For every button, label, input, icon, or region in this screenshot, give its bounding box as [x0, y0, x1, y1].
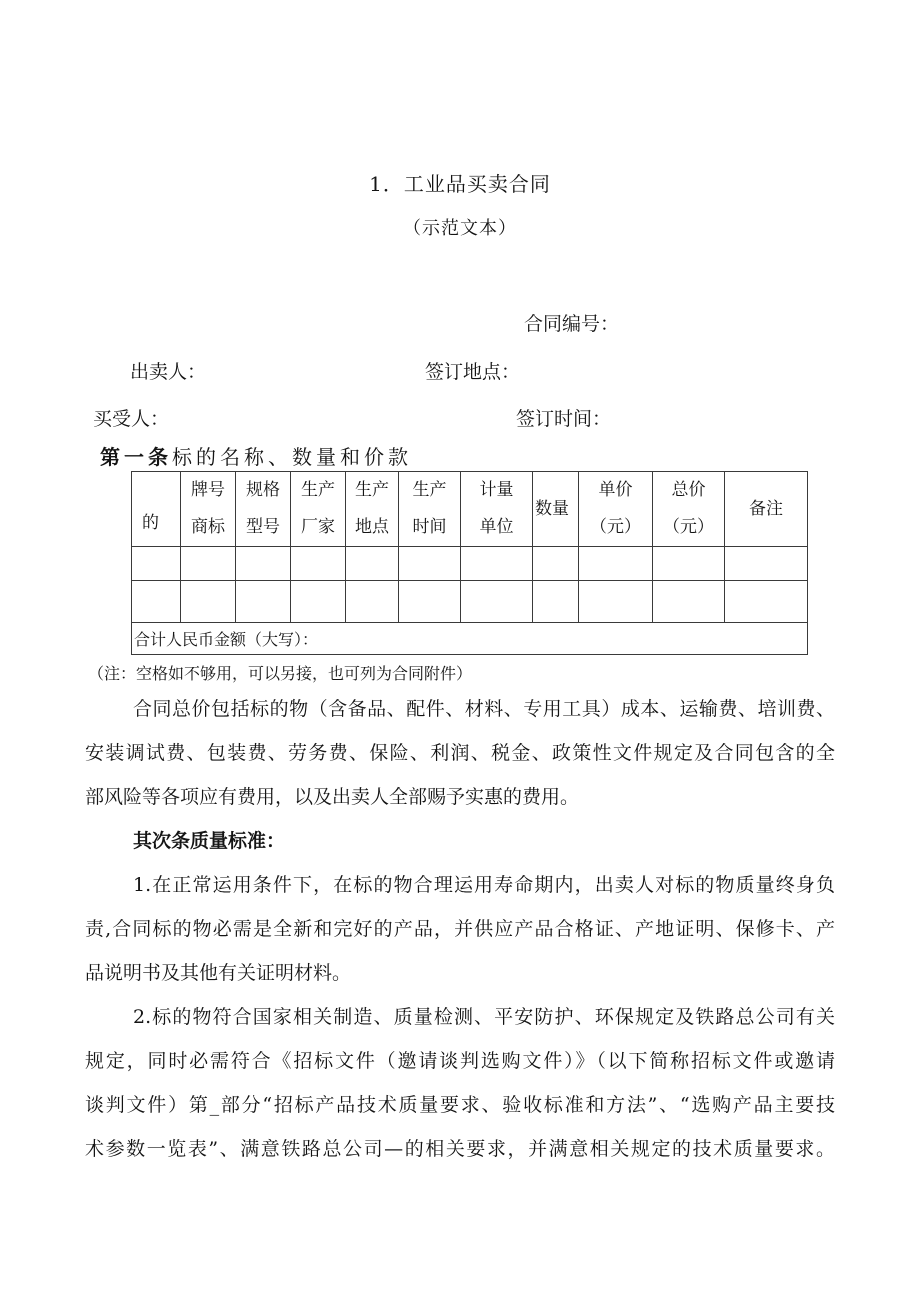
- header-line: 计量: [479, 480, 514, 500]
- sign-place-label: 签订地点：: [425, 361, 521, 383]
- sign-time-label: 签订时间：: [516, 408, 612, 430]
- empty-cell: [132, 581, 181, 623]
- empty-cell: [725, 547, 808, 581]
- empty-cell: [181, 547, 236, 581]
- header-line: 生产: [355, 480, 389, 500]
- section-1-heading: [100, 441, 412, 470]
- empty-cell: [725, 581, 808, 623]
- empty-cell: [579, 547, 653, 581]
- goods-table-header-cell: [579, 472, 653, 547]
- empty-cell: [533, 581, 579, 623]
- paragraph-line: 2.标的物符合国家相关制造、质量检测、平安防护、环保规定及铁路总公司有关: [133, 1006, 835, 1028]
- paragraph-line: 1.在正常运用条件下，在标的物合理运用寿命期内，出卖人对标的物质量终身负: [133, 874, 835, 896]
- empty-cell: [399, 581, 461, 623]
- paragraph-line: 合同总价包括标的物（含备品、配件、材料、专用工具）成本、运输费、培训费、: [133, 698, 835, 720]
- header-line: 单位: [479, 517, 514, 537]
- header-line: 备注: [749, 498, 783, 519]
- empty-cell: [346, 581, 399, 623]
- goods-table-header-cell: [461, 472, 533, 547]
- empty-cell: [346, 547, 399, 581]
- empty-cell: [236, 547, 291, 581]
- table-note: （注：空格如不够用，可以另接，也可列为合同附件）: [88, 664, 473, 683]
- header-line: 商标: [191, 517, 225, 537]
- goods-table-header-cell: [181, 472, 236, 547]
- total-amount-label: 合计人民币金额（大写）：: [132, 623, 808, 655]
- header-line: 生产: [301, 480, 335, 500]
- empty-cell: [291, 581, 346, 623]
- header-line: 厂家: [301, 517, 335, 537]
- goods-table-header-cell: [236, 472, 291, 547]
- paragraph: [85, 819, 835, 863]
- empty-cell: [461, 581, 533, 623]
- buyer-label: 买受人：: [93, 408, 170, 430]
- empty-cell: [132, 547, 181, 581]
- header-line: 型号: [246, 517, 280, 537]
- empty-cell: [236, 581, 291, 623]
- empty-cell: [181, 581, 236, 623]
- total-amount-row: [132, 623, 808, 655]
- contract-number-label: 合同编号：: [524, 313, 620, 335]
- paragraph: [85, 995, 835, 1171]
- header-line: 生产: [412, 480, 447, 500]
- goods-table-header-cell: [653, 472, 725, 547]
- goods-table: [131, 471, 808, 655]
- header-line: 规格: [246, 480, 280, 500]
- header-line: 总价: [671, 480, 706, 500]
- document-subtitle: （示范文本）: [403, 218, 517, 239]
- empty-cell: [399, 547, 461, 581]
- section-1-number: 第一条: [100, 445, 172, 469]
- header-line: （元）: [663, 517, 714, 537]
- document-title: 1．工业品买卖合同: [369, 172, 551, 196]
- paragraph: [85, 863, 835, 995]
- goods-table-header-cell: [533, 472, 579, 547]
- header-line: 数量: [535, 498, 569, 519]
- paragraph-line: 部风险等各项应有费用，以及出卖人全部赐予实惠的费用。: [85, 786, 580, 808]
- empty-cell: [653, 581, 725, 623]
- header-line: （元）: [590, 517, 641, 537]
- goods-table-header-row: [132, 472, 808, 547]
- paragraph-line: 责,合同标的物必需是全新和完好的产品，并供应产品合格证、产地证明、保修卡、产: [85, 918, 835, 940]
- goods-table-empty-row: [132, 581, 808, 623]
- paragraph-line: 谈判文件）第_部分“招标产品技术质量要求、验收标准和方法”、“选购产品主要技: [85, 1094, 835, 1116]
- header-line: 地点: [355, 517, 389, 537]
- section-1-title: 标的名称、数量和价款: [172, 445, 412, 469]
- paragraph-line: 其次条质量标准：: [133, 830, 286, 852]
- paragraph-line: 术参数一览表”、满意铁路总公司—的相关要求，并满意相关规定的技术质量要求。: [85, 1138, 835, 1160]
- paragraph-line: 安装调试费、包装费、劳务费、保险、利润、税金、政策性文件规定及合同包含的全: [85, 742, 835, 764]
- paragraph-line: 规定，同时必需符合《招标文件（邀请谈判选购文件）》（以下简称招标文件或邀请: [85, 1050, 835, 1072]
- empty-cell: [291, 547, 346, 581]
- empty-cell: [653, 547, 725, 581]
- paragraph: [85, 687, 835, 819]
- goods-table-header-cell: [346, 472, 399, 547]
- header-line: 时间: [412, 517, 447, 537]
- goods-table-header-cell: [291, 472, 346, 547]
- empty-cell: [533, 547, 579, 581]
- header-line: 牌号: [191, 480, 225, 500]
- empty-cell: [579, 581, 653, 623]
- goods-table-header-cell: [399, 472, 461, 547]
- seller-label: 出卖人：: [130, 361, 207, 383]
- header-line: 的: [142, 513, 159, 533]
- paragraph-line: 品说明书及其他有关证明材料。: [85, 962, 352, 984]
- empty-cell: [461, 547, 533, 581]
- goods-table-header-cell: [132, 472, 181, 547]
- goods-table-header-cell: [725, 472, 808, 547]
- goods-table-empty-row: [132, 547, 808, 581]
- header-line: 单价: [598, 480, 633, 500]
- contract-body-text: [85, 687, 835, 1171]
